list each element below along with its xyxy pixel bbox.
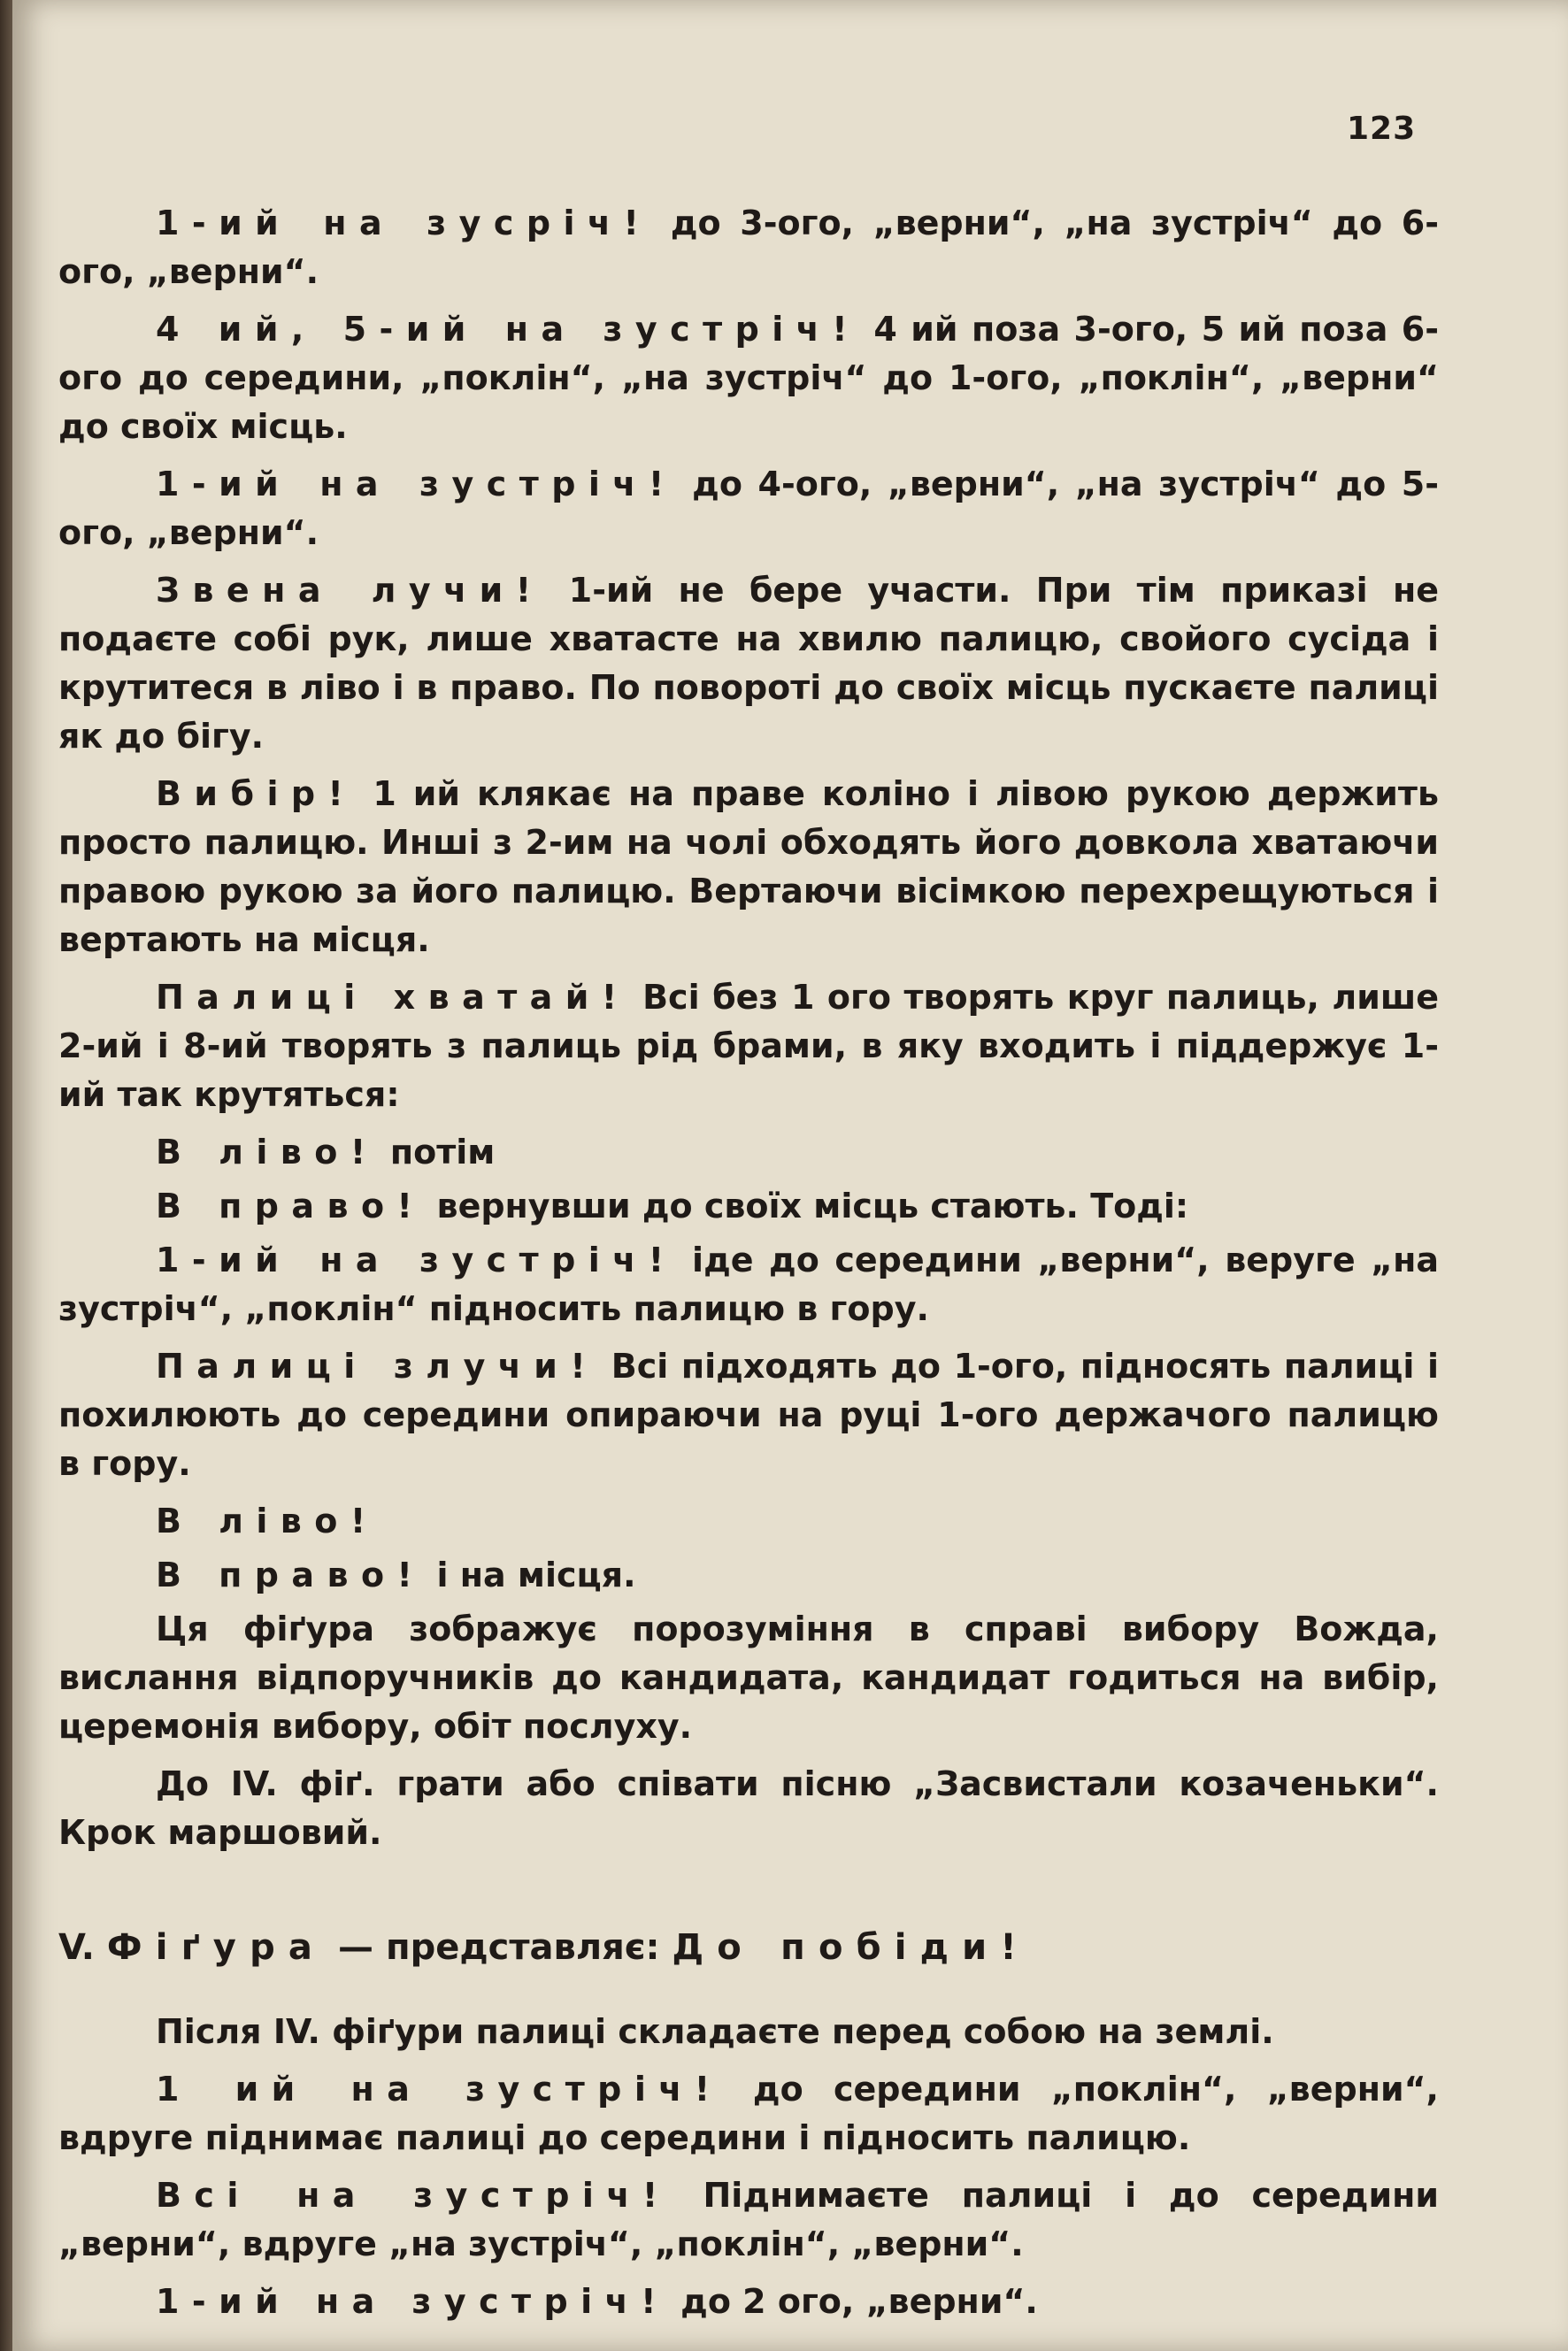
- paragraph-text: вернувши до своїх місць стають. Тоді:: [425, 1187, 1189, 1225]
- paragraph-text: 4 ий поза 3-ого, 5 ий поза 6-ого до середини, „поклін“, „на зустріч“ до 1-ого, „поклін“, „верни“ до своїх місць.: [58, 310, 1439, 446]
- command-text: 1-ий на зусріч!: [156, 204, 652, 242]
- command-text: Палиці злучи!: [156, 1347, 599, 1386]
- paragraph: [58, 2008, 1439, 2056]
- paragraph: [58, 1605, 1439, 1751]
- paragraph-text: до 4-ого, „верни“, „на зустріч“ до 5-ого, „верни“.: [58, 465, 1439, 552]
- section-heading: [58, 1924, 1439, 1972]
- command-text: Всі на зустріч!: [156, 2176, 671, 2215]
- paragraph: [58, 1236, 1439, 1333]
- heading-spaced-2: До побіди!: [672, 1927, 1030, 1968]
- paragraph-text: іде до середини „верни“, веруге „на зустріч“, „поклін“ підносить палицю в гору.: [58, 1241, 1440, 1328]
- command-text: 1-ий на зустріч!: [156, 2282, 669, 2321]
- paragraph: [58, 1342, 1439, 1488]
- paragraph-text: і на місця.: [425, 1556, 636, 1594]
- paragraph-text: Всі підходять до 1-ого, підносять палиці і похилюють до середини опираючи на руці 1-ого держачого палицю в гору.: [58, 1347, 1439, 1483]
- paragraph: [58, 2278, 1439, 2326]
- paragraph: [58, 1551, 1439, 1600]
- command-text: В ліво!: [156, 1502, 379, 1540]
- paragraph-text: Всі без 1 ого творять круг палиць, лише 2-ий і 8-ий творять з палиць рід брами, в яку входить і піддержує 1-ий так крутяться:: [58, 978, 1439, 1114]
- paragraph: [58, 770, 1439, 964]
- paragraph: [58, 1182, 1439, 1231]
- paragraph-text: До IV. фіґ. грати або співати пісню „Засвистали козаченьки“. Крок маршовий.: [58, 1764, 1439, 1852]
- paragraph: [58, 1497, 1439, 1546]
- paragraph: [58, 2065, 1439, 2163]
- page-number: 123: [1347, 111, 1417, 147]
- heading-prefix: V.: [58, 1927, 107, 1968]
- command-text: 1 ий на зустріч!: [156, 2070, 723, 2109]
- command-text: В ліво!: [156, 1133, 379, 1172]
- command-text: Палиці хватай!: [156, 978, 630, 1017]
- paragraph: [58, 2171, 1439, 2269]
- heading-spaced: Фіґура: [106, 1927, 327, 1968]
- paragraph-text: до 2 ого, „верни“.: [668, 2282, 1038, 2321]
- paragraph-text: потім: [378, 1133, 496, 1172]
- paragraph: [58, 305, 1439, 451]
- paragraph: [58, 1128, 1439, 1177]
- command-text: 1-ий на зустріч!: [156, 1241, 677, 1279]
- book-page: [12, 0, 1568, 2351]
- page-text: [58, 199, 1439, 2335]
- paragraph: [58, 1760, 1439, 1857]
- paragraph-text: до 3-ого, „верни“, „на зустріч“ до 6-ого, „верни“.: [58, 204, 1439, 291]
- paragraph-text: Ця фіґура зображує порозуміння в справі вибору Вожда, вислання відпоручників до кандидата, кандидат годиться на вибір, церемонія вибору, обіт послуху.: [58, 1610, 1439, 1746]
- heading-middle: — представляє:: [326, 1927, 673, 1968]
- paragraph: [58, 973, 1439, 1119]
- command-text: Вибір!: [156, 774, 357, 813]
- paragraph: [58, 199, 1439, 296]
- paragraph-text: 1 ий клякає на праве коліно і лівою рукою держить просто палицю. Инші з 2-им на чолі обходять його довкола хватаючи правою рукою за його палицю. Вертаючи вісімкою перехрещуються і вертають на місця.: [58, 774, 1439, 959]
- paragraph: [58, 460, 1439, 557]
- command-text: В право!: [156, 1556, 426, 1594]
- paragraph-text: 1-ий не бере участи. При тім приказі не подаєте собі рук, лише хватасте на хвилю палицю, свойого сусіда і крутитеся в ліво і в право. По повороті до своїх місць пускаєте палиці як до бігу.: [58, 571, 1439, 756]
- paragraph: [58, 566, 1439, 761]
- command-text: Звена лучи!: [156, 571, 544, 610]
- paragraph-text: Піднимаєте палиці і до середини „верни“, вдруге „на зустріч“, „поклін“, „верни“.: [58, 2176, 1439, 2263]
- paragraph-text: до середини „поклін“, „верни“, вдруге піднимає палиці до середини і підносить палицю.: [58, 2070, 1439, 2157]
- command-text: 4 ий, 5-ий на зустріч!: [156, 310, 860, 349]
- command-text: В право!: [156, 1187, 426, 1225]
- paragraph-text: Після IV. фіґури палиці складаєте перед собою на землі.: [156, 2012, 1274, 2051]
- command-text: 1-ий на зустріч!: [156, 465, 677, 503]
